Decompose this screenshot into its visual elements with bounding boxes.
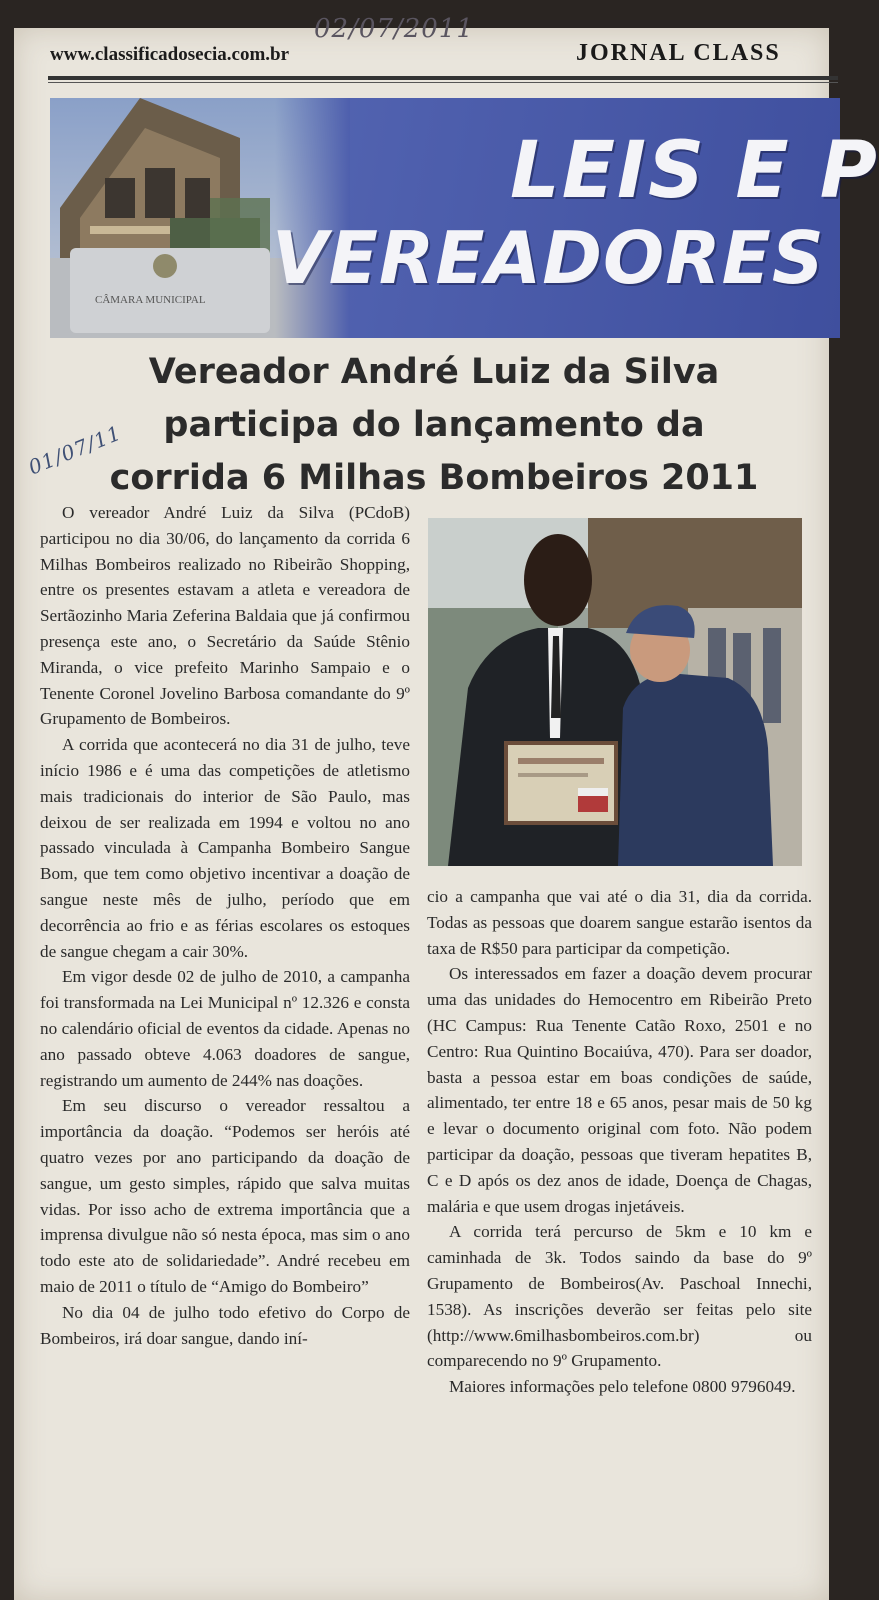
headline-line: corrida 6 Milhas Bombeiros 2011 (109, 458, 759, 498)
article-paragraph: O vereador André Luiz da Silva (PCdoB) participou no dia 30/06, do lançamento da corrida 6 Milhas Bombeiros realizado no Ribeirão Shopping, entre os presentes estavam a atleta e vereadora de Sertãozinho Maria Zeferina Baldaia que já confirmou presença este ano, o Secretário da Saúde Stênio Miranda, o vice prefeito Marinho Sampaio e o Tenente Coronel Jovelino Barbosa comandante do 9º Grupamento de Bombeiros. (40, 503, 410, 729)
banner-title-line-1: LEIS E P (510, 126, 879, 216)
article-photo (428, 518, 802, 866)
section-banner (50, 98, 879, 338)
article-column-left (40, 500, 410, 1351)
article-paragraph: No dia 04 de julho todo efetivo do Corpo de Bombeiros, irá doar sangue, dando iní- (40, 1302, 410, 1348)
headline-line: participa do lançamento da (163, 405, 705, 445)
headline-line: Vereador André Luiz da Silva (148, 352, 720, 392)
article-paragraph: Em vigor desde 02 de julho de 2010, a campanha foi transformada na Lei Municipal nº 12.326 e consta no calendário oficial de eventos da cidade. Apenas no ano passado obteve 4.063 doadores de sangue, registrando um aumento de 244% nas doações. (40, 967, 410, 1090)
header-rule (48, 76, 838, 80)
article-headline (54, 346, 814, 505)
article-paragraph: Os interessados em fazer a doação devem procurar uma das unidades do Hemocentro em Ribeirão Preto (HC Campus: Rua Tenente Catão Roxo, 2501 e no Centro: Rua Quintino Bocaiúva, 470). Para ser doador, basta a pessoa estar em boas condições de saúde, alimentado, ter entre 18 e 65 anos, pesar mais de 50 kg e levar o documento original com foto. Não podem participar da doação, pessoas que tiveram hepatites B, C e D após os dez anos de idade, Doença de Chagas, malária e que usem drogas injetáveis. (427, 964, 812, 1216)
banner-title-line-2: VEREADORES (272, 216, 825, 300)
newspaper-page (14, 14, 879, 1600)
site-url: www.classificadosecia.com.br (50, 44, 290, 65)
newspaper-name: JORNAL CLASS (576, 40, 781, 66)
article-paragraph: A corrida que acontecerá no dia 31 de julho, teve início 1986 e é uma das competições de atletismo mais tradicionais do interior de São Paulo, mas deixou de ser realizada em 1994 e voltou no ano passado vinculada à Campanha Bombeiro Sangue Bom, que tem como objetivo incentivar a doação de sangue neste mês de julho, período que em decorrência ao frio e as férias escolares os estoques de sangue chegam a cair 30%. (40, 735, 410, 961)
article-paragraph: Maiores informações pelo telefone 0800 9796049. (449, 1377, 796, 1397)
article-paragraph: A corrida terá percurso de 5km e 10 km e caminhada de 3k. Todos saindo da base do 9º Grupamento de Bombeiros(Av. Paschoal Innechi, 1538). As inscrições deverão ser feitas pelo site (http://www.6milhasbombeiros.com.br) ou comparecendo no 9º Grupamento. (427, 1222, 812, 1371)
handwritten-date-side: 01/07/11 (25, 420, 125, 480)
handwritten-date-top: 02/07/2011 (314, 14, 474, 44)
header-rule-thin (48, 82, 838, 83)
article-paragraph: Em seu discurso o vereador ressaltou a importância da doação. “Podemos ser heróis até quatro vezes por ano participando da doação de sangue, um gesto simples, rápido que salva muitas vidas. Por isso acho de extrema importância que a imprensa divulgue não só nesta época, mas sim o ano todo este ato de solidariedade”. André recebeu em maio de 2011 o título de “Amigo do Bombeiro” (40, 1096, 410, 1296)
article-paragraph: cio a campanha que vai até o dia 31, dia da corrida. Todas as pessoas que doarem sangue estarão isentos da taxa de R$50 para participar da competição. (427, 887, 812, 958)
article-column-right (427, 884, 812, 1400)
